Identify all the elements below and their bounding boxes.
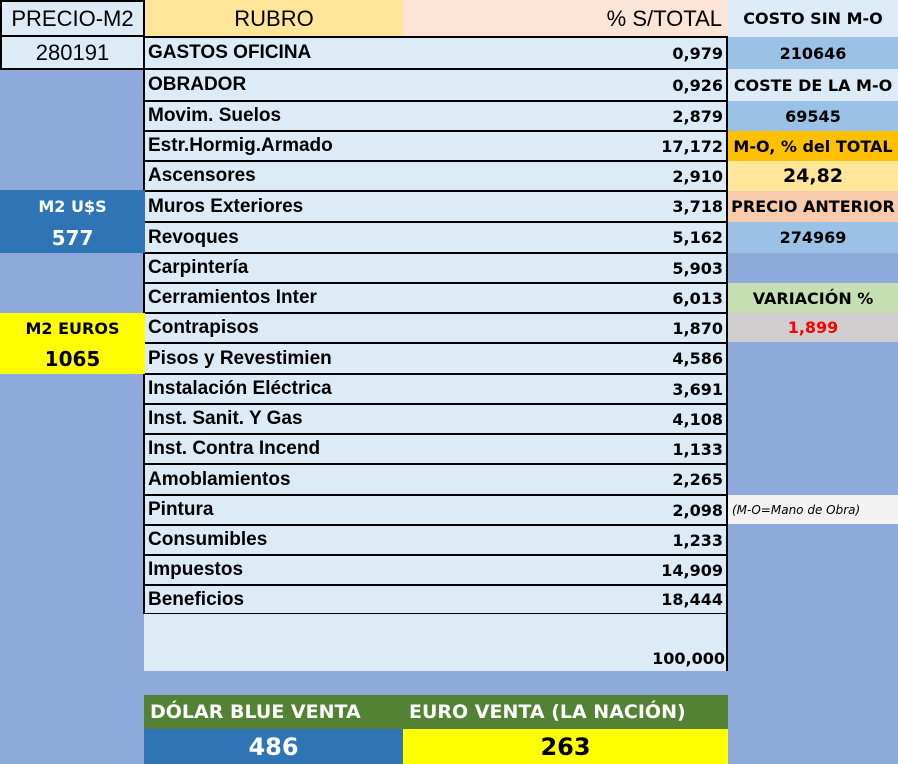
coste-mo-value: 69545 [785,106,841,126]
rubro-cell[interactable]: Instalación Eléctrica [148,378,332,399]
pct-cell[interactable]: 5,162 [672,228,723,247]
variacion-label-cell[interactable] [728,283,898,313]
row-border [144,252,728,254]
pct-cell[interactable]: 18,444 [661,590,723,609]
m2-eur-label-cell[interactable] [0,313,145,343]
precio-anterior-value-cell[interactable] [728,222,898,253]
dolar-label-cell[interactable] [144,695,403,729]
costo-sin-mo-value: 210646 [779,43,847,63]
row-border [144,403,728,405]
m2-usd-value-cell[interactable] [0,222,145,253]
euro-label: EURO VENTA (LA NACIÓN) [409,701,686,723]
pct-cell[interactable]: 2,265 [672,470,723,489]
rubro-header: RUBRO [234,5,314,31]
pct-cell[interactable]: 2,910 [672,166,723,186]
m2-usd-value: 577 [51,225,94,250]
pct-cell[interactable]: 0,926 [672,75,723,95]
rubro-header-cell[interactable] [145,0,403,37]
m2-usd-label-cell[interactable] [0,190,145,222]
row-border [144,312,728,314]
row-border [144,494,728,496]
row-border [144,554,728,556]
rubro-cell[interactable]: Consumibles [148,529,268,550]
precio-m2-value: 280191 [35,39,110,65]
coste-mo-label-cell[interactable] [728,69,898,101]
rubro-cell[interactable]: Revoques [148,226,239,248]
variacion-label: VARIACIÓN % [752,288,874,308]
total-value-text: 100,000 [652,648,725,668]
precio-m2-label-cell[interactable] [0,0,145,37]
pct-header-cell[interactable] [403,0,728,37]
row-border [144,463,728,465]
pct-cell[interactable]: 5,903 [672,258,723,278]
rubro-cell[interactable]: Impuestos [148,559,244,580]
row-border [144,373,728,375]
row-border [144,433,728,435]
rubro-cell[interactable]: Amoblamientos [148,468,291,490]
pct-cell[interactable]: 4,586 [672,349,723,368]
pct-cell[interactable]: 1,133 [672,439,723,459]
row-border [144,160,728,162]
m2-eur-value-cell[interactable] [0,343,145,374]
row-border [144,342,728,344]
pct-cell[interactable]: 2,879 [672,106,723,126]
rubro-cell[interactable]: Ascensores [148,165,256,186]
pct-cell[interactable]: 1,870 [672,318,723,338]
mano-de-obra-note: (M-O=Mano de Obra) [732,502,861,517]
rubro-cell[interactable]: Carpintería [148,257,249,278]
row-border [144,221,728,223]
costo-sin-mo-value-cell[interactable] [728,37,898,69]
dolar-label: DÓLAR BLUE VENTA [150,701,361,723]
rubro-cell[interactable]: Movim. Suelos [148,105,282,126]
dolar-value-cell[interactable] [144,729,403,764]
rubro-cell[interactable]: Inst. Contra Incend [148,438,321,459]
rubro-cell[interactable]: Inst. Sanit. Y Gas [148,408,303,429]
pct-cell[interactable]: 2,098 [672,500,723,520]
mo-pct-value-cell[interactable] [728,161,898,191]
pct-cell[interactable]: 1,233 [672,530,723,550]
coste-mo-label: COSTE DE LA M-O [733,75,893,95]
rubro-cell[interactable]: Contrapisos [148,317,259,338]
variacion-value: 1,899 [787,318,839,337]
dolar-value: 486 [248,732,299,761]
precio-m2-value-cell[interactable] [0,37,145,70]
pct-header: % S/TOTAL [606,5,722,31]
euro-value: 263 [540,732,591,761]
row-border [144,584,728,586]
m2-usd-label: M2 U$S [38,196,107,216]
precio-m2-label: PRECIO-M2 [11,5,134,31]
row-border [144,68,728,70]
row-border [144,524,728,526]
m2-eur-value: 1065 [44,346,101,371]
row-border [144,282,728,284]
pct-cell[interactable]: 17,172 [661,136,723,156]
rubro-cell[interactable]: Muros Exteriores [148,195,304,217]
row-border [144,100,728,102]
mo-pct-label-cell[interactable] [728,131,898,161]
pct-cell[interactable]: 0,979 [672,43,723,63]
precio-anterior-label-cell[interactable] [728,191,898,222]
coste-mo-value-cell[interactable] [728,101,898,131]
mo-pct-label: M-O, % del TOTAL [733,136,893,156]
pct-cell[interactable]: 3,718 [672,197,723,216]
pct-cell[interactable]: 4,108 [672,409,723,429]
row-border [144,190,728,192]
col-divider-total [726,614,728,671]
rubro-cell[interactable]: Cerramientos Inter [148,287,317,308]
euro-label-cell[interactable] [403,695,728,729]
rubro-cell[interactable]: Pisos y Revestimien [148,347,332,369]
row-border [144,36,728,38]
precio-anterior-value: 274969 [779,228,847,247]
pct-cell[interactable]: 3,691 [672,379,723,399]
m2-eur-label: M2 EUROS [25,318,120,338]
pct-cell[interactable]: 14,909 [661,560,723,580]
rubro-cell[interactable]: OBRADOR [148,74,247,95]
rubro-cell[interactable]: GASTOS OFICINA [148,42,312,63]
rubro-cell[interactable]: Pintura [148,499,214,520]
total-value[interactable] [600,645,728,671]
precio-anterior-label: PRECIO ANTERIOR [731,197,895,216]
mano-de-obra-note-cell[interactable] [728,495,898,524]
costo-sin-mo-label-cell[interactable] [728,0,898,37]
row-border [144,130,728,132]
rubro-cell[interactable]: Estr.Hormig.Armado [148,135,333,156]
mo-pct-value: 24,82 [782,165,844,187]
costo-sin-mo-label: COSTO SIN M-O [743,9,883,28]
variacion-value-cell[interactable] [728,313,898,342]
pct-cell[interactable]: 6,013 [672,288,723,308]
rubro-cell[interactable]: Beneficios [148,588,245,610]
euro-value-cell[interactable] [403,729,728,764]
